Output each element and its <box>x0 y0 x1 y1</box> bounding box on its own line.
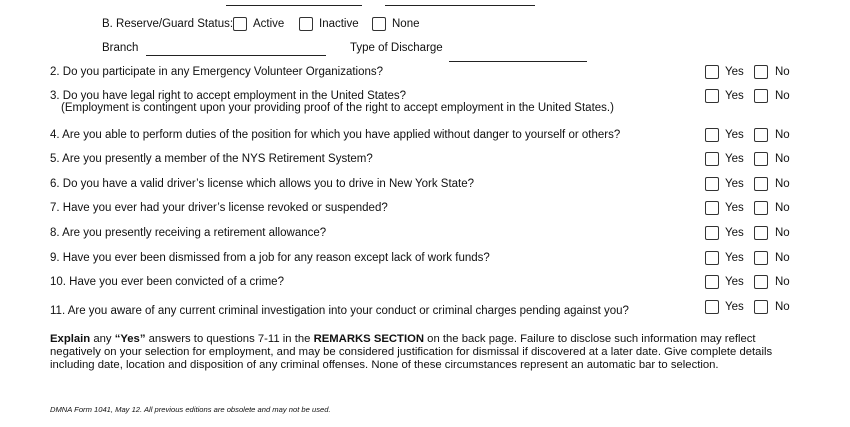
question-text: 2. Do you participate in any Emergency Volunteer Organizations? <box>50 66 384 78</box>
no-checkbox[interactable] <box>754 152 768 166</box>
yes-label: Yes <box>725 153 744 165</box>
branch-field[interactable] <box>146 55 326 56</box>
question-text: 6. Do you have a valid driver’s license which allows you to drive in New York State? <box>50 178 475 190</box>
explain-word: Explain <box>50 333 91 345</box>
question-row <box>0 178 850 192</box>
yes-checkbox[interactable] <box>705 201 719 215</box>
no-checkbox[interactable] <box>754 300 768 314</box>
yes-checkbox[interactable] <box>705 128 719 142</box>
question-row <box>0 153 850 167</box>
yes-checkbox[interactable] <box>705 275 719 289</box>
no-checkbox[interactable] <box>754 226 768 240</box>
question-row <box>0 227 850 241</box>
no-checkbox[interactable] <box>754 201 768 215</box>
question-text: 11. Are you aware of any current criminal investigation into your conduct or criminal charges pending against you? <box>50 305 629 317</box>
yes-emphasis: “Yes” <box>114 333 146 345</box>
question-text: 10. Have you ever been convicted of a crime? <box>50 276 284 288</box>
no-label: No <box>775 252 790 264</box>
discharge-label: Type of Discharge <box>350 42 443 54</box>
reserve-guard-status-label: B. Reserve/Guard Status: <box>102 18 234 30</box>
yes-label: Yes <box>725 202 744 214</box>
yes-checkbox[interactable] <box>705 300 719 314</box>
no-label: No <box>775 90 790 102</box>
yes-label: Yes <box>725 90 744 102</box>
no-label: No <box>775 129 790 141</box>
question-subtext: (Employment is contingent upon your providing proof of the right to accept employment in the United States.) <box>61 102 614 114</box>
no-label: No <box>775 202 790 214</box>
top-underline-left <box>226 5 362 6</box>
yes-label: Yes <box>725 227 744 239</box>
question-row <box>0 276 850 290</box>
yes-checkbox[interactable] <box>705 177 719 191</box>
explain-text-b: answers to questions 7-11 in the <box>145 333 314 345</box>
inactive-checkbox[interactable] <box>299 17 313 31</box>
active-label: Active <box>253 18 285 30</box>
no-label: No <box>775 153 790 165</box>
yes-label: Yes <box>725 178 744 190</box>
no-label: No <box>775 178 790 190</box>
question-text: 9. Have you ever been dismissed from a job for any reason except lack of work funds? <box>50 252 490 264</box>
no-label: No <box>775 301 790 313</box>
question-row <box>0 66 850 80</box>
explain-text-a: any <box>90 333 115 345</box>
question-text: 8. Are you presently receiving a retirement allowance? <box>50 227 327 239</box>
yes-checkbox[interactable] <box>705 65 719 79</box>
question-text: 5. Are you presently a member of the NYS Retirement System? <box>50 153 373 165</box>
no-label: No <box>775 66 790 78</box>
no-label: No <box>775 276 790 288</box>
explanation-paragraph <box>50 333 790 372</box>
question-text: 7. Have you ever had your driver’s license revoked or suspended? <box>50 202 388 214</box>
no-checkbox[interactable] <box>754 251 768 265</box>
yes-checkbox[interactable] <box>705 251 719 265</box>
yes-checkbox[interactable] <box>705 226 719 240</box>
discharge-field[interactable] <box>449 61 587 62</box>
form-footer: DMNA Form 1041, May 12. All previous editions are obsolete and may not be used. <box>50 405 331 414</box>
none-checkbox[interactable] <box>372 17 386 31</box>
yes-label: Yes <box>725 252 744 264</box>
question-row <box>0 90 850 114</box>
branch-label: Branch <box>102 42 139 54</box>
question-row <box>0 129 850 143</box>
top-underline-right <box>385 5 535 6</box>
yes-checkbox[interactable] <box>705 89 719 103</box>
no-checkbox[interactable] <box>754 275 768 289</box>
yes-label: Yes <box>725 66 744 78</box>
remarks-section-emphasis: REMARKS SECTION <box>313 333 425 345</box>
inactive-label: Inactive <box>319 18 359 30</box>
active-checkbox[interactable] <box>233 17 247 31</box>
yes-label: Yes <box>725 276 744 288</box>
explain-text-c: on the back page. Failure to disclose such information may reflect negatively on your selection for employment, and may be considered justification for dismissal if discovered at a later date. Give complete details including date, location and disposition of any criminal offenses. None of these circumstances represent an automatic bar to selection. <box>50 333 773 371</box>
no-checkbox[interactable] <box>754 65 768 79</box>
question-row <box>0 252 850 266</box>
yes-checkbox[interactable] <box>705 152 719 166</box>
no-label: No <box>775 227 790 239</box>
no-checkbox[interactable] <box>754 177 768 191</box>
yes-label: Yes <box>725 301 744 313</box>
question-text: 4. Are you able to perform duties of the position for which you have applied without danger to yourself or others? <box>50 129 621 141</box>
yes-label: Yes <box>725 129 744 141</box>
no-checkbox[interactable] <box>754 128 768 142</box>
none-label: None <box>392 18 420 30</box>
question-text: 3. Do you have legal right to accept employment in the United States? <box>50 90 407 102</box>
no-checkbox[interactable] <box>754 89 768 103</box>
question-row <box>0 202 850 216</box>
question-row <box>0 301 850 315</box>
